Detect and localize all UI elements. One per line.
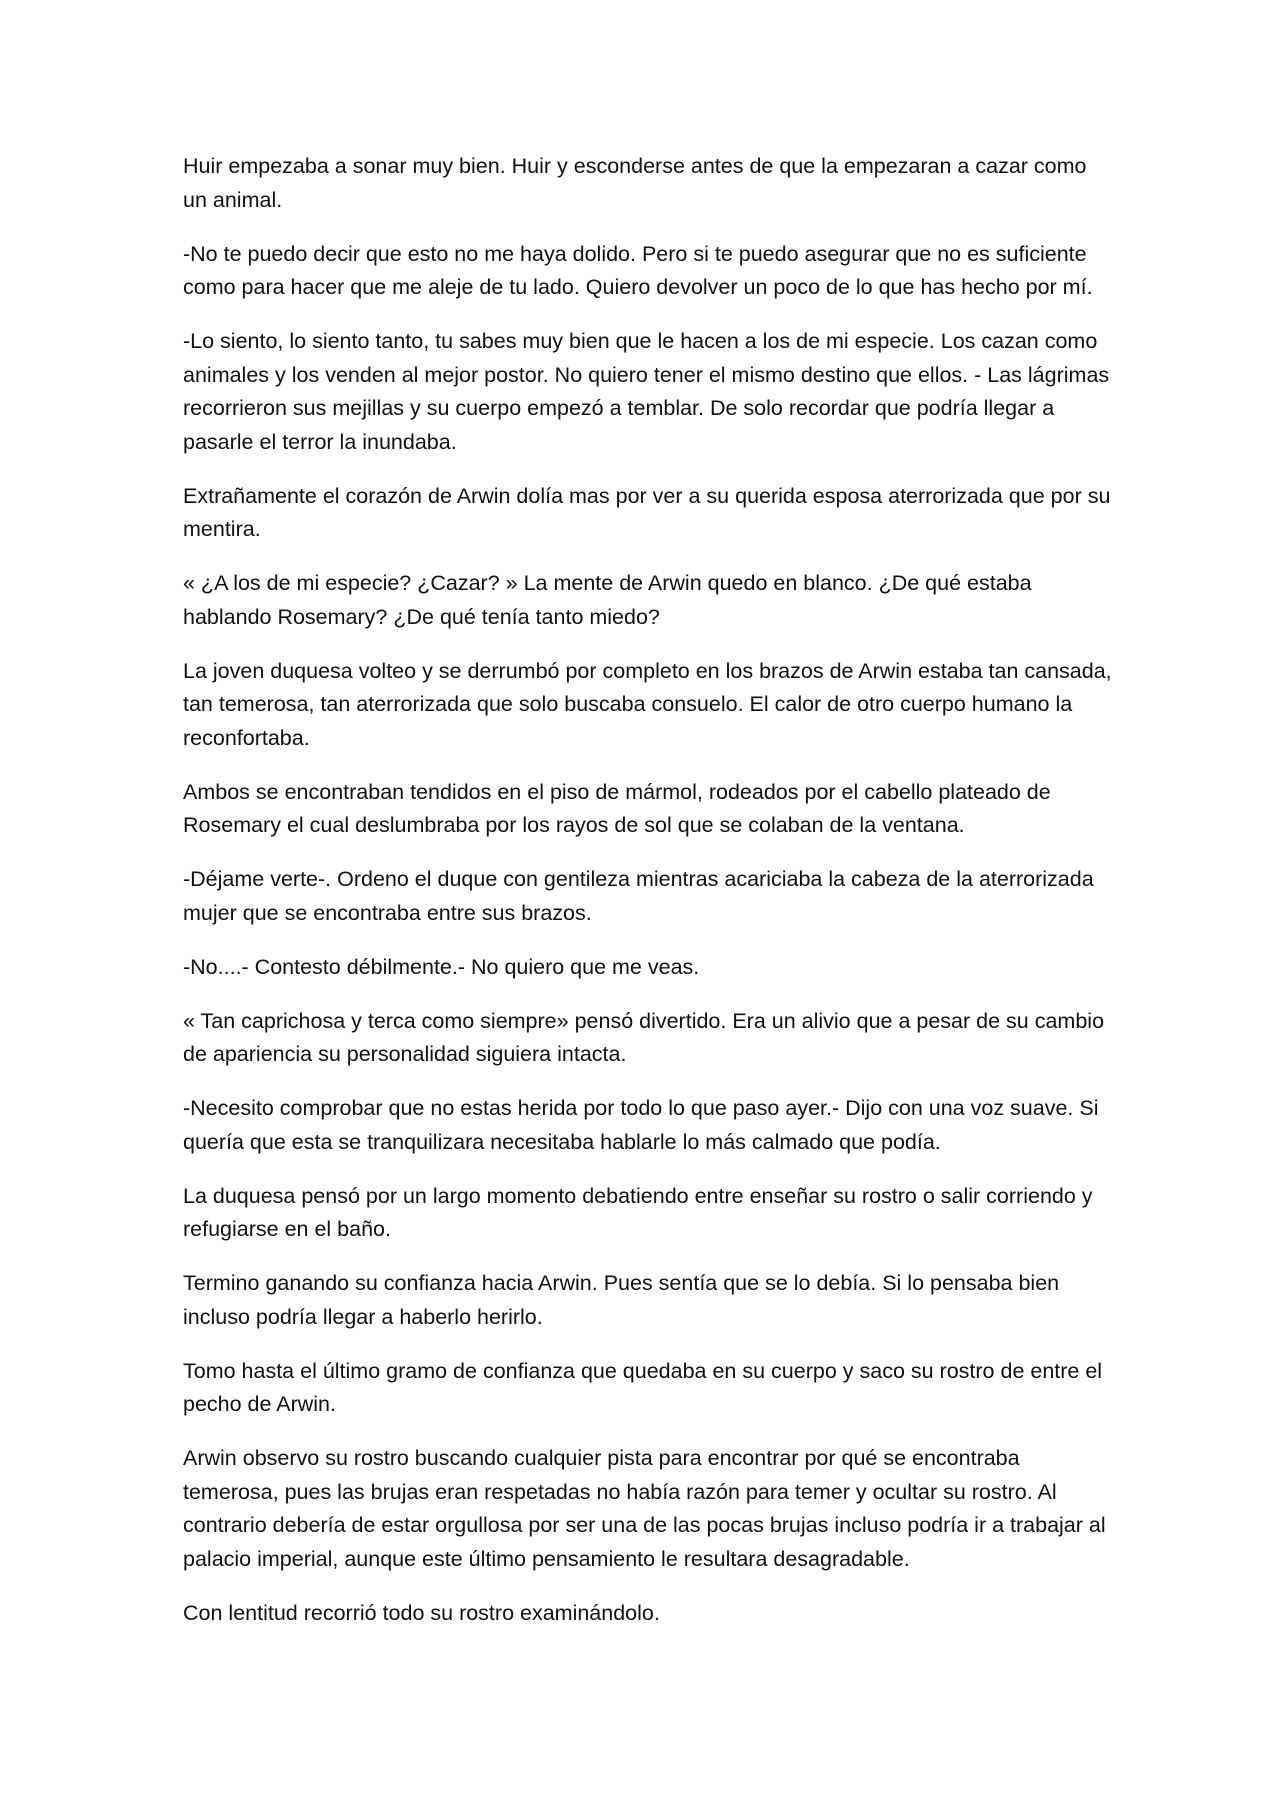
paragraph-11: -Necesito comprobar que no estas herida por todo lo que paso ayer.- Dijo con una voz suave. Si quería que esta se tranquilizara necesitaba hablarle lo más calmado que podía. xyxy=(183,1096,1099,1154)
paragraph-4: Extrañamente el corazón de Arwin dolía mas por ver a su querida esposa aterrorizada que por su mentira. xyxy=(183,483,1111,541)
paragraph-10: « Tan caprichosa y terca como siempre» pensó divertido. Era un alivio que a pesar de su cambio de apariencia su personalidad siguiera intacta. xyxy=(183,1008,1105,1066)
paragraph-7: Ambos se encontraban tendidos en el piso de mármol, rodeados por el cabello plateado de Rosemary el cual deslumbraba por los rayos de sol que se colaban de la ventana. xyxy=(183,779,1051,837)
paragraph-8: -Déjame verte-. Ordeno el duque con gentileza mientras acariciaba la cabeza de la aterrorizada mujer que se encontraba entre sus brazos. xyxy=(183,867,1094,925)
paragraph-9: -No....- Contesto débilmente.- No quiero que me veas. xyxy=(183,954,700,979)
paragraph-15: Arwin observo su rostro buscando cualquier pista para encontrar por qué se encontraba temerosa, pues las brujas eran respetadas no había razón para temer y ocultar su rostro. Al contrario debería de estar orgullosa por ser una de las pocas brujas incluso podría ir a trabajar al palacio imperial, aunque este último pensamiento le resultara desagradable. xyxy=(183,1446,1106,1571)
paragraph-1: Huir empezaba a sonar muy bien. Huir y esconderse antes de que la empezaran a cazar como un animal. xyxy=(183,154,1087,212)
paragraph-3: -Lo siento, lo siento tanto, tu sabes muy bien que le hacen a los de mi especie. Los cazan como animales y los venden al mejor postor. No quiero tener el mismo destino que ellos. - Las lágrimas recorrieron sus mejillas y su cuerpo empezó a temblar. De solo recordar que podría llegar a pasarle el terror la inundaba. xyxy=(183,329,1110,454)
paragraph-2: -No te puedo decir que esto no me haya dolido. Pero si te puedo asegurar que no es suficiente como para hacer que me aleje de tu lado. Quiero devolver un poco de lo que has hecho por mí. xyxy=(183,241,1093,299)
paragraph-12: La duquesa pensó por un largo momento debatiendo entre enseñar su rostro o salir corriendo y refugiarse en el baño. xyxy=(183,1183,1093,1241)
document-page xyxy=(183,150,1115,1651)
paragraph-14: Tomo hasta el último gramo de confianza que quedaba en su cuerpo y saco su rostro de entre el pecho de Arwin. xyxy=(183,1358,1103,1416)
paragraph-5: « ¿A los de mi especie? ¿Cazar? » La mente de Arwin quedo en blanco. ¿De qué estaba hablando Rosemary? ¿De qué tenía tanto miedo? xyxy=(183,571,1032,629)
paragraph-16: Con lentitud recorrió todo su rostro examinándolo. xyxy=(183,1600,660,1625)
paragraph-13: Termino ganando su confianza hacia Arwin. Pues sentía que se lo debía. Si lo pensaba bien incluso podría llegar a haberlo herirlo. xyxy=(183,1271,1060,1329)
paragraph-6: La joven duquesa volteo y se derrumbó por completo en los brazos de Arwin estaba tan cansada, tan temerosa, tan aterrorizada que solo buscaba consuelo. El calor de otro cuerpo humano la reconfortaba. xyxy=(183,658,1112,750)
